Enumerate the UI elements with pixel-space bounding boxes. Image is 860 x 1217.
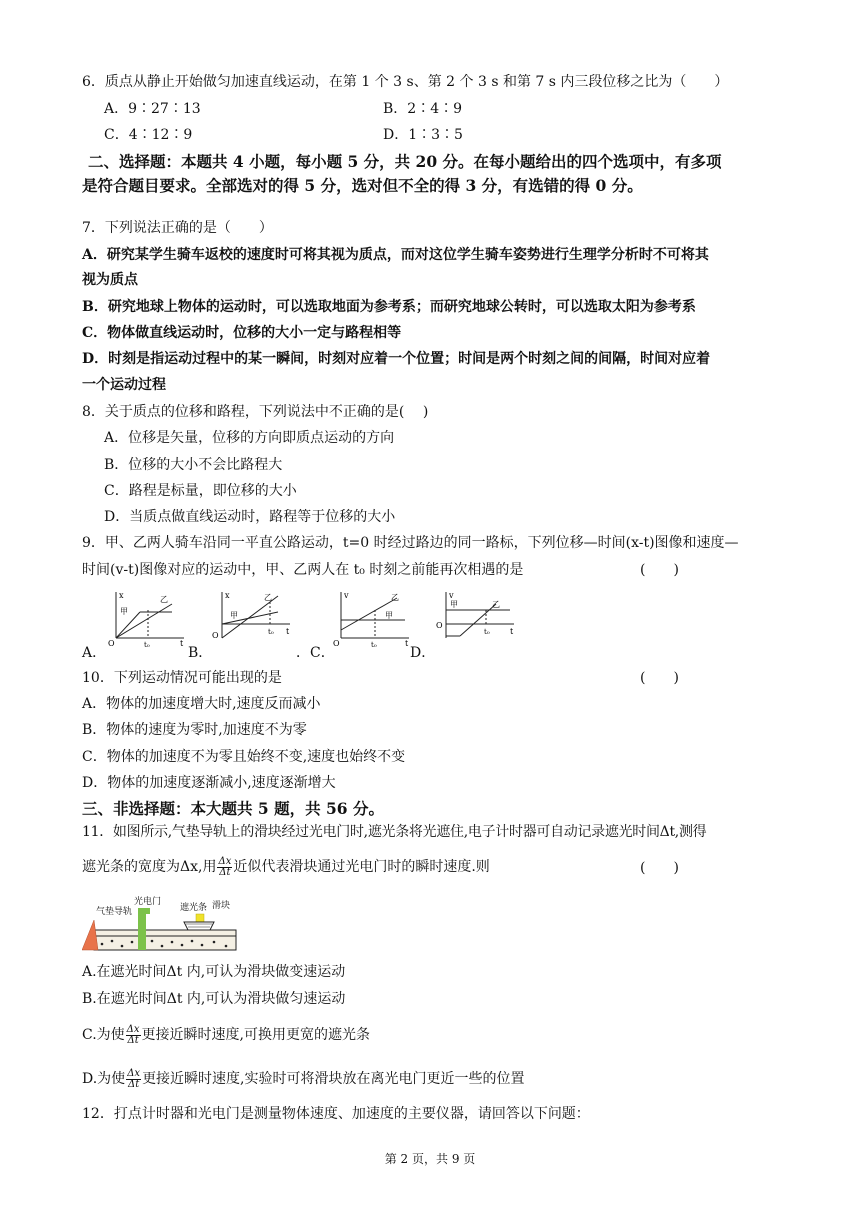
q6-stem: 6．质点从静止开始做匀加速直线运动，在第 1 个 3 s、第 2 个 3 s 和第 7 s 内三段位移之比为（ ）: [82, 74, 729, 90]
q6-option-c: C．4∶12∶9: [104, 127, 193, 143]
q11-d-frac-den: Δt: [128, 1078, 140, 1090]
q7-stem: 7．下列说法正确的是（ ）: [82, 220, 273, 236]
q8-option-c: C．路程是标量，即位移的大小: [104, 483, 297, 499]
q8-option-a: A．位移是矢量，位移的方向即质点运动的方向: [104, 430, 395, 446]
q11-c-post: 更接近瞬时速度,可换用更宽的遮光条: [141, 1027, 370, 1043]
q11-c-frac-den: Δt: [127, 1034, 139, 1046]
q7-option-a-line1: A．研究某学生骑车返校的速度时可将其视为质点，而对这位学生骑车姿势进行生理学分析时不可将其: [82, 247, 709, 263]
q9-option-a: A．: [82, 645, 107, 661]
q8-option-b: B．位移的大小不会比路程大: [104, 457, 283, 473]
q9-a-t0: t₀: [144, 641, 150, 648]
q7-option-d-line1: D．时刻是指运动过程中的某一瞬间，时刻对应着一个位置；时间是两个时刻之间的间隔，时间对应着: [82, 351, 711, 367]
q11-option-b: B.在遮光时间Δt 内,可认为滑块做匀速运动: [82, 991, 346, 1007]
q11-answer-bracket: ( ): [640, 860, 679, 876]
q11-d-fraction: [126, 1069, 141, 1090]
q6-option-b: B．2∶4∶9: [383, 101, 463, 117]
q11-c-pre: C.为使: [82, 1027, 125, 1043]
q7-option-a-line2: 视为质点: [82, 272, 138, 288]
q11-option-c: [82, 1020, 370, 1050]
q7-option-b: B．研究地球上物体的运动时，可以选取地面为参考系；而研究地球公转时，可以选取太阳为参考系: [82, 299, 696, 315]
q9-d-t0: t₀: [484, 628, 490, 636]
q9-d-t-label: t: [510, 627, 514, 636]
q9-graph-a: [100, 588, 190, 648]
photogate-label: 光电门: [134, 897, 162, 907]
air-track-label: 气垫导轨: [96, 907, 133, 917]
q11-option-d: [82, 1064, 525, 1094]
page-footer: 第 2 页，共 9 页: [384, 1152, 476, 1166]
section2-heading-line2: 是符合题目要求。全部选对的得 5 分，选对但不全的得 3 分，有选错的得 0 分。: [82, 176, 643, 195]
q6-option-d: D．1∶3∶5: [383, 127, 463, 143]
q11-frac-num: Δx: [218, 855, 232, 867]
q9-a-x-label: x: [119, 591, 124, 600]
q9-answer-bracket: ( ): [640, 562, 679, 578]
q9-stem-line1: 9．甲、乙两人骑车沿同一平直公路运动，t=0 时经过路边的同一路标，下列位移—时间(x-t)图像和速度—: [82, 535, 739, 551]
q7-option-d-line2: 一个运动过程: [82, 377, 166, 393]
q11-d-post: 更接近瞬时速度,实验时可将滑块放在离光电门更近一些的位置: [142, 1071, 525, 1087]
air-track-figure: [82, 890, 238, 954]
q9-b-t0: t₀: [268, 628, 274, 636]
q9-graph-b: [206, 588, 296, 648]
q9-d-origin: O: [436, 621, 443, 630]
q10-option-d: D．物体的加速度逐渐减小,速度逐渐增大: [82, 775, 336, 791]
q9-d-v-label: v: [449, 591, 454, 600]
q9-option-c: ．C．: [296, 645, 335, 661]
q11-option-a: A.在遮光时间Δt 内,可认为滑块做变速运动: [82, 964, 346, 980]
q9-c-origin: O: [333, 639, 340, 648]
q8-stem: 8．关于质点的位移和路程，下列说法中不正确的是( ): [82, 404, 429, 420]
q9-d-yi-label: 乙: [492, 600, 500, 609]
q9-b-t-label: t: [286, 627, 290, 636]
q11-stem-line2: [82, 852, 490, 882]
q10-option-c: C．物体的加速度不为零且始终不变,速度也始终不变: [82, 749, 406, 765]
q9-graph-d: [430, 588, 520, 648]
q11-stem-line1: 11．如图所示,气垫导轨上的滑块经过光电门时,遮光条将光遮住,电子计时器可自动记录遮光时间Δt,测得: [82, 824, 707, 840]
q12-stem: 12．打点计时器和光电门是测量物体速度、加速度的主要仪器，请回答以下问题：: [82, 1106, 590, 1122]
q9-d-jia-label: 甲: [450, 600, 458, 609]
q9-c-t0: t₀: [371, 641, 377, 648]
q11-c-frac-num: Δx: [126, 1023, 140, 1035]
q10-option-b: B．物体的速度为零时,加速度不为零: [82, 722, 307, 738]
slider-label: 滑块: [212, 901, 231, 911]
q9-b-jia-label: 甲: [230, 611, 238, 620]
q10-option-a: A．物体的加速度增大时,速度反而减小: [82, 696, 321, 712]
q11-c-fraction: [126, 1025, 141, 1046]
q6-option-a: A．9∶27∶13: [104, 101, 201, 117]
light-strip-label: 遮光条: [180, 903, 208, 913]
q10-answer-bracket: ( ): [640, 670, 679, 686]
section3-heading: 三、非选择题：本大题共 5 题，共 56 分。: [82, 799, 384, 818]
q11-d-frac-num: Δx: [127, 1067, 141, 1079]
q9-option-d: D．: [410, 645, 436, 661]
q9-a-t-label: t: [180, 639, 184, 648]
q9-b-origin: O: [212, 631, 219, 640]
q11-line2-post: 近似代表滑块通过光电门时的瞬时速度.则: [233, 859, 490, 875]
q9-b-x-label: x: [225, 591, 230, 600]
q9-graph-c: [325, 588, 415, 648]
q11-fraction: [217, 857, 232, 878]
q11-line2-pre: 遮光条的宽度为Δx,用: [82, 859, 217, 875]
q9-c-v-label: v: [344, 591, 349, 600]
q9-c-t-label: t: [405, 639, 409, 648]
q8-option-d: D．当质点做直线运动时，路程等于位移的大小: [104, 509, 396, 525]
section2-heading-line1: 二、选择题：本题共 4 小题，每小题 5 分，共 20 分。在每小题给出的四个选项中，有多项: [88, 152, 722, 171]
q7-option-c: C．物体做直线运动时，位移的大小一定与路程相等: [82, 325, 402, 341]
q11-frac-den: Δt: [219, 866, 231, 878]
q9-a-yi-label: 乙: [160, 595, 168, 604]
q9-a-origin: O: [108, 639, 115, 648]
q11-d-pre: D.为使: [82, 1071, 126, 1087]
q10-stem: 10．下列运动情况可能出现的是: [82, 670, 282, 686]
q9-b-yi-label: 乙: [264, 593, 272, 602]
q9-c-yi-label: 乙: [391, 593, 399, 602]
q9-option-b: B．: [188, 645, 213, 661]
q9-c-jia-label: 甲: [385, 611, 393, 620]
q9-a-jia-label: 甲: [120, 607, 128, 616]
q9-stem-line2: 时间(v-t)图像对应的运动中，甲、乙两人在 t₀ 时刻之前能再次相遇的是: [82, 562, 524, 578]
